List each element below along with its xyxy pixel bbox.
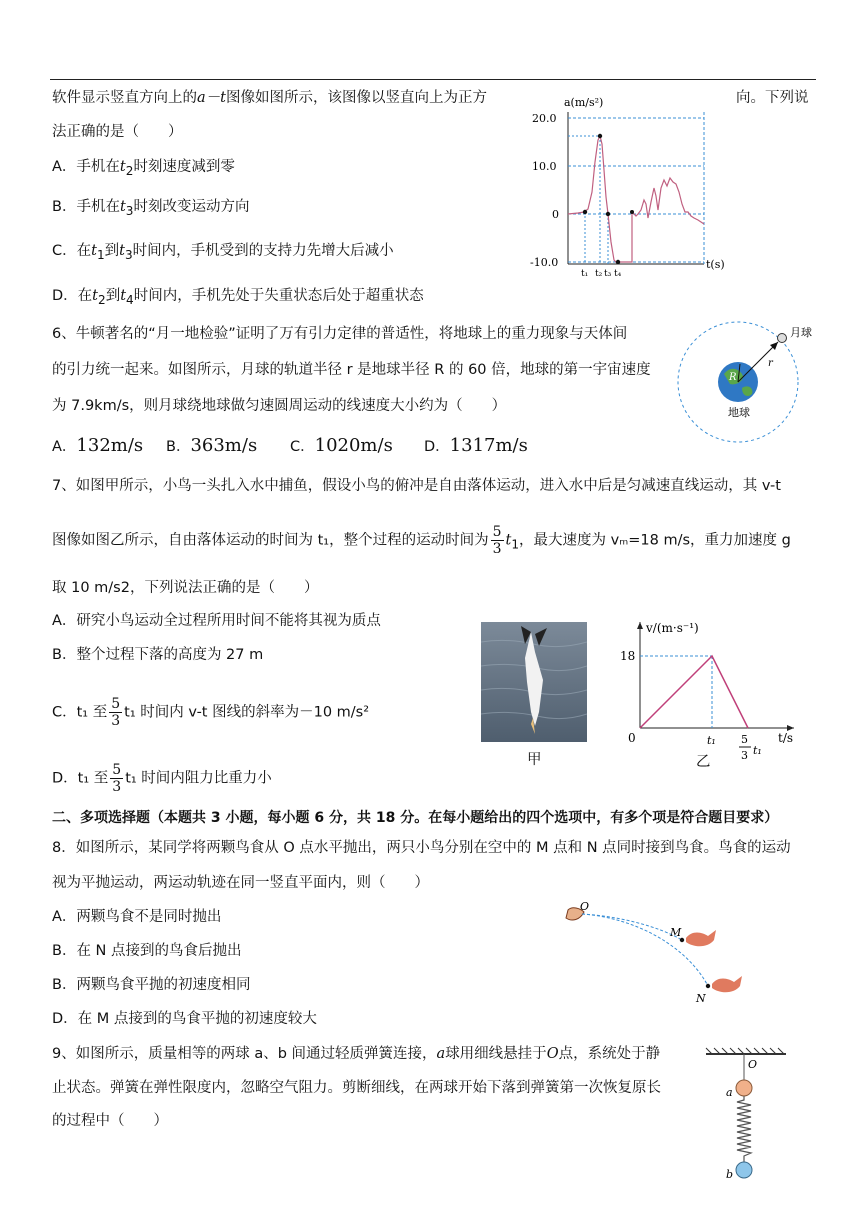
q5-option-c-t1: t [91, 243, 97, 259]
q5-chart-curve [568, 136, 704, 262]
q7-line2-post: ，最大速度为 vₘ=18 m/s，重力加速度 g [519, 532, 791, 549]
q9-b-label: b [726, 1168, 734, 1180]
q8-trajectory-M [582, 914, 682, 940]
q6-option-d-value: 1317m/s [449, 435, 528, 456]
q5-option-b-post: 时刻改变运动方向 [133, 199, 250, 215]
q7-option-b[interactable]: B．整个过程下落的高度为 27 m [52, 647, 264, 663]
q6-moon-label: 月球 [790, 326, 812, 339]
q5-option-a-pre: A．手机在 [52, 159, 120, 175]
q5-option-d[interactable] [52, 286, 424, 310]
q5-chart-tlabel-1: t₁ [581, 269, 589, 278]
q6-line2: 的引力统一起来。如图所示，月球的轨道半径 r 是地球半径 R 的 60 倍，地球的第一宇宙速度 [52, 362, 651, 378]
q7-option-a[interactable]: A．研究小鸟运动全过程所用时间不能将其视为质点 [52, 613, 381, 629]
q5-option-c-pre: C．在 [52, 243, 92, 259]
q7-option-d-frac-n: 5 [112, 762, 122, 778]
q7-option-c-frac-d: 3 [111, 713, 121, 729]
q5-option-c-sub1: 1 [96, 247, 105, 262]
q6-option-a-value: 132m/s [76, 435, 144, 456]
q9-line1-a: a [436, 1046, 446, 1062]
q6-option-c-letter: C． [290, 439, 315, 455]
q6-earth-moon-figure [672, 318, 822, 448]
q5-chart-tick-20: 20.0 [532, 112, 557, 125]
q7-chart-zero: 0 [628, 731, 636, 745]
q6-option-a[interactable] [52, 434, 143, 459]
q8-trajectory-figure [558, 900, 754, 1010]
q7-option-d[interactable] [52, 762, 272, 795]
q6-option-a-letter: A． [52, 439, 77, 455]
q9-ball-a [736, 1080, 752, 1096]
q5-stem-text: 软件显示竖直方向上的 [52, 90, 197, 106]
q7-line3: 取 10 m/s2，下列说法正确的是（ ） [52, 580, 319, 596]
q5-stem-line2: 法正确的是（ ） [52, 124, 183, 140]
q8-M-label: M [670, 926, 682, 939]
q5-option-d-pre: D．在 [52, 288, 93, 304]
q5-option-c-post: 时间内，手机受到的支持力先增大后减小 [132, 243, 394, 259]
q6-option-d[interactable] [424, 434, 528, 459]
q7-option-d-post: t₁ 时间内阻力比重力小 [125, 770, 272, 787]
q6-option-c[interactable] [290, 434, 393, 459]
q9-ball-b [736, 1162, 752, 1178]
moon-icon [778, 334, 787, 343]
q5-option-b-sub: 3 [125, 203, 134, 218]
q9-line1-pre: 9、如图所示，质量相等的两球 a、b 间通过轻质弹簧连接， [52, 1046, 437, 1062]
q7-option-d-frac-d: 3 [112, 779, 122, 795]
q9-line3: 的过程中（ ） [52, 1113, 168, 1129]
q5-chart-tlabel-3: t₃ [604, 269, 612, 278]
q5-option-a[interactable] [52, 157, 235, 181]
q5-chart-tlabel-2: t₂ [595, 269, 603, 278]
q7-chart-t53-label: t₁ [753, 744, 762, 757]
q5-chart-point-t3 [606, 212, 610, 216]
q5-chart-tick-m10: -10.0 [530, 256, 559, 269]
q6-line1: 6、牛顿著名的“月一地检验”证明了万有引力定律的普适性，将地球上的重力现象与天体间 [52, 326, 628, 342]
q5-option-b-pre: B．手机在 [52, 199, 120, 215]
q5-option-a-sub: 2 [125, 163, 134, 178]
q5-stem-math: a－t [197, 90, 226, 106]
q9-line1 [52, 1044, 660, 1064]
q5-option-b[interactable] [52, 197, 249, 221]
q5-at-chart [528, 92, 728, 278]
q7-line2-pre: 图像如图乙所示，自由落体运动的时间为 t₁，整个过程的运动时间为 [52, 532, 489, 549]
q9-spring-figure [700, 1044, 792, 1180]
q5-chart-tick-0: 0 [552, 208, 559, 221]
q7-option-c[interactable] [52, 696, 369, 729]
q5-option-d-t2: t [92, 288, 98, 304]
q5-option-a-post: 时刻速度减到零 [133, 159, 235, 175]
q8-option-b[interactable]: B．在 N 点接到的鸟食后抛出 [52, 943, 242, 959]
q5-option-c-mid: 到 [104, 243, 120, 259]
q7-line2-t: t [505, 532, 512, 549]
q5-option-c-sub3: 3 [124, 247, 133, 262]
q7-option-c-pre: C．t₁ 至 [52, 704, 108, 721]
q7-line2 [52, 524, 791, 557]
q5-stem-text-b: 图像如图所示，该图像以竖直向上为正方 [225, 90, 487, 106]
q8-line2: 视为平抛运动，两运动轨迹在同一竖直平面内，则（ ） [52, 875, 429, 891]
q5-chart-tlabel-4: t₄ [614, 269, 622, 278]
q8-line1: 8．如图所示，某同学将两颗鸟食从 O 点水平抛出，两只小鸟分别在空中的 M 点和 N 点同时接到鸟食。鸟食的运动 [52, 840, 791, 856]
q7-fig-jia-label: 甲 [527, 752, 542, 768]
q6-option-d-letter: D． [424, 439, 450, 455]
q7-line2-sub: 1 [511, 537, 520, 552]
q8-trajectory-N [582, 914, 708, 986]
q7-frac-denominator: 3 [492, 541, 502, 557]
q7-chart-ylabel: v/(m·s⁻¹) [646, 621, 699, 635]
q7-line2-frac [491, 524, 504, 557]
q6-option-b[interactable] [166, 434, 257, 459]
q5-option-d-sub2: 2 [98, 292, 106, 307]
q9-O-label: O [748, 1058, 758, 1071]
q9-spring [737, 1096, 751, 1162]
q5-option-d-post: 时间内，手机先处于失重状态后处于超重状态 [133, 288, 424, 304]
q9-a-label: a [726, 1086, 733, 1099]
q6-line3: 为 7.9km/s，则月球绕地球做匀速圆周运动的线速度大小约为（ ） [52, 398, 507, 414]
q9-line2: 止状态。弹簧在弹性限度内，忽略空气阻力。剪断细线，在两球开始下落到弹簧第一次恢复原长 [52, 1080, 661, 1096]
q7-chart-vt-line [640, 656, 748, 728]
q9-line1-post: 点，系统处于静 [558, 1046, 661, 1062]
q7-line1: 7、如图甲所示，小鸟一头扎入水中捕鱼，假设小鸟的俯冲是自由落体运动，进入水中后是匀减速直线运动，其 v-t [52, 478, 781, 494]
q7-fig-yi-label: 乙 [696, 754, 711, 770]
q6-R-label: R [729, 372, 737, 383]
q8-option-c[interactable]: B．两颗鸟食平抛的初速度相同 [52, 977, 251, 993]
q5-option-d-mid: 到 [105, 288, 121, 304]
q5-chart-point-t1 [583, 210, 587, 214]
q5-option-c-t3: t [119, 243, 125, 259]
q6-option-c-value: 1020m/s [314, 435, 393, 456]
q5-chart-xlabel: t(s) [706, 258, 725, 271]
q6-option-b-letter: B． [166, 439, 191, 455]
q7-option-c-frac-n: 5 [111, 696, 121, 712]
q7-option-d-pre: D．t₁ 至 [52, 770, 109, 787]
bird-icon-N [712, 976, 742, 992]
q9-line1-mid: 球用细线悬挂于 [445, 1046, 547, 1062]
q8-point-N [706, 984, 710, 988]
q7-chart-y-arrow [637, 622, 643, 629]
q7-chart-frac-n: 5 [741, 733, 748, 746]
q5-option-b-t: t [119, 199, 126, 215]
q7-option-c-post: t₁ 时间内 v-t 图线的斜率为－10 m/s² [124, 704, 370, 721]
q5-chart-ylabel: a(m/s²) [564, 96, 604, 109]
q5-option-c[interactable] [52, 241, 394, 265]
q6-r-label: r [768, 358, 773, 369]
q7-chart-t1-label: t₁ [707, 734, 716, 747]
section2-title: 二、多项选择题（本题共 3 小题，每小题 6 分，共 18 分。在每小题给出的四个选项中，有多个项是符合题目要求） [52, 810, 779, 826]
q8-O-label: O [580, 900, 590, 913]
q5-chart-point-jump [630, 210, 634, 214]
q5-option-d-t4: t [120, 288, 127, 304]
q7-chart-frac-d: 3 [741, 749, 748, 762]
q5-option-a-t: t [119, 159, 126, 175]
q5-stem-tail: 向。下列说 [736, 90, 809, 106]
q5-stem-line1 [52, 88, 487, 108]
q7-bird-photo [481, 622, 587, 742]
q5-chart-tick-10: 10.0 [532, 160, 557, 173]
q7-chart-tick-18: 18 [620, 649, 636, 663]
q7-vt-chart [608, 618, 804, 770]
q8-option-d[interactable]: D．在 M 点接到的鸟食平抛的初速度较大 [52, 1011, 317, 1027]
q5-option-d-sub4: 4 [126, 292, 134, 307]
q7-option-d-frac [110, 762, 123, 795]
q8-option-a[interactable]: A．两颗鸟食不是同时抛出 [52, 909, 222, 925]
q7-chart-xlabel: t/s [778, 731, 794, 745]
q6-option-b-value: 363m/s [190, 435, 258, 456]
q5-chart-point-t2 [598, 134, 602, 138]
q5-chart-point-t4 [616, 260, 620, 264]
q6-earth-label: 地球 [728, 406, 750, 419]
q7-option-c-frac [109, 696, 122, 729]
q9-line1-O: O [546, 1046, 559, 1062]
bird-icon-M [686, 930, 716, 946]
q8-N-label: N [696, 992, 706, 1005]
q7-frac-numerator: 5 [492, 524, 502, 540]
header-rule [50, 79, 816, 80]
